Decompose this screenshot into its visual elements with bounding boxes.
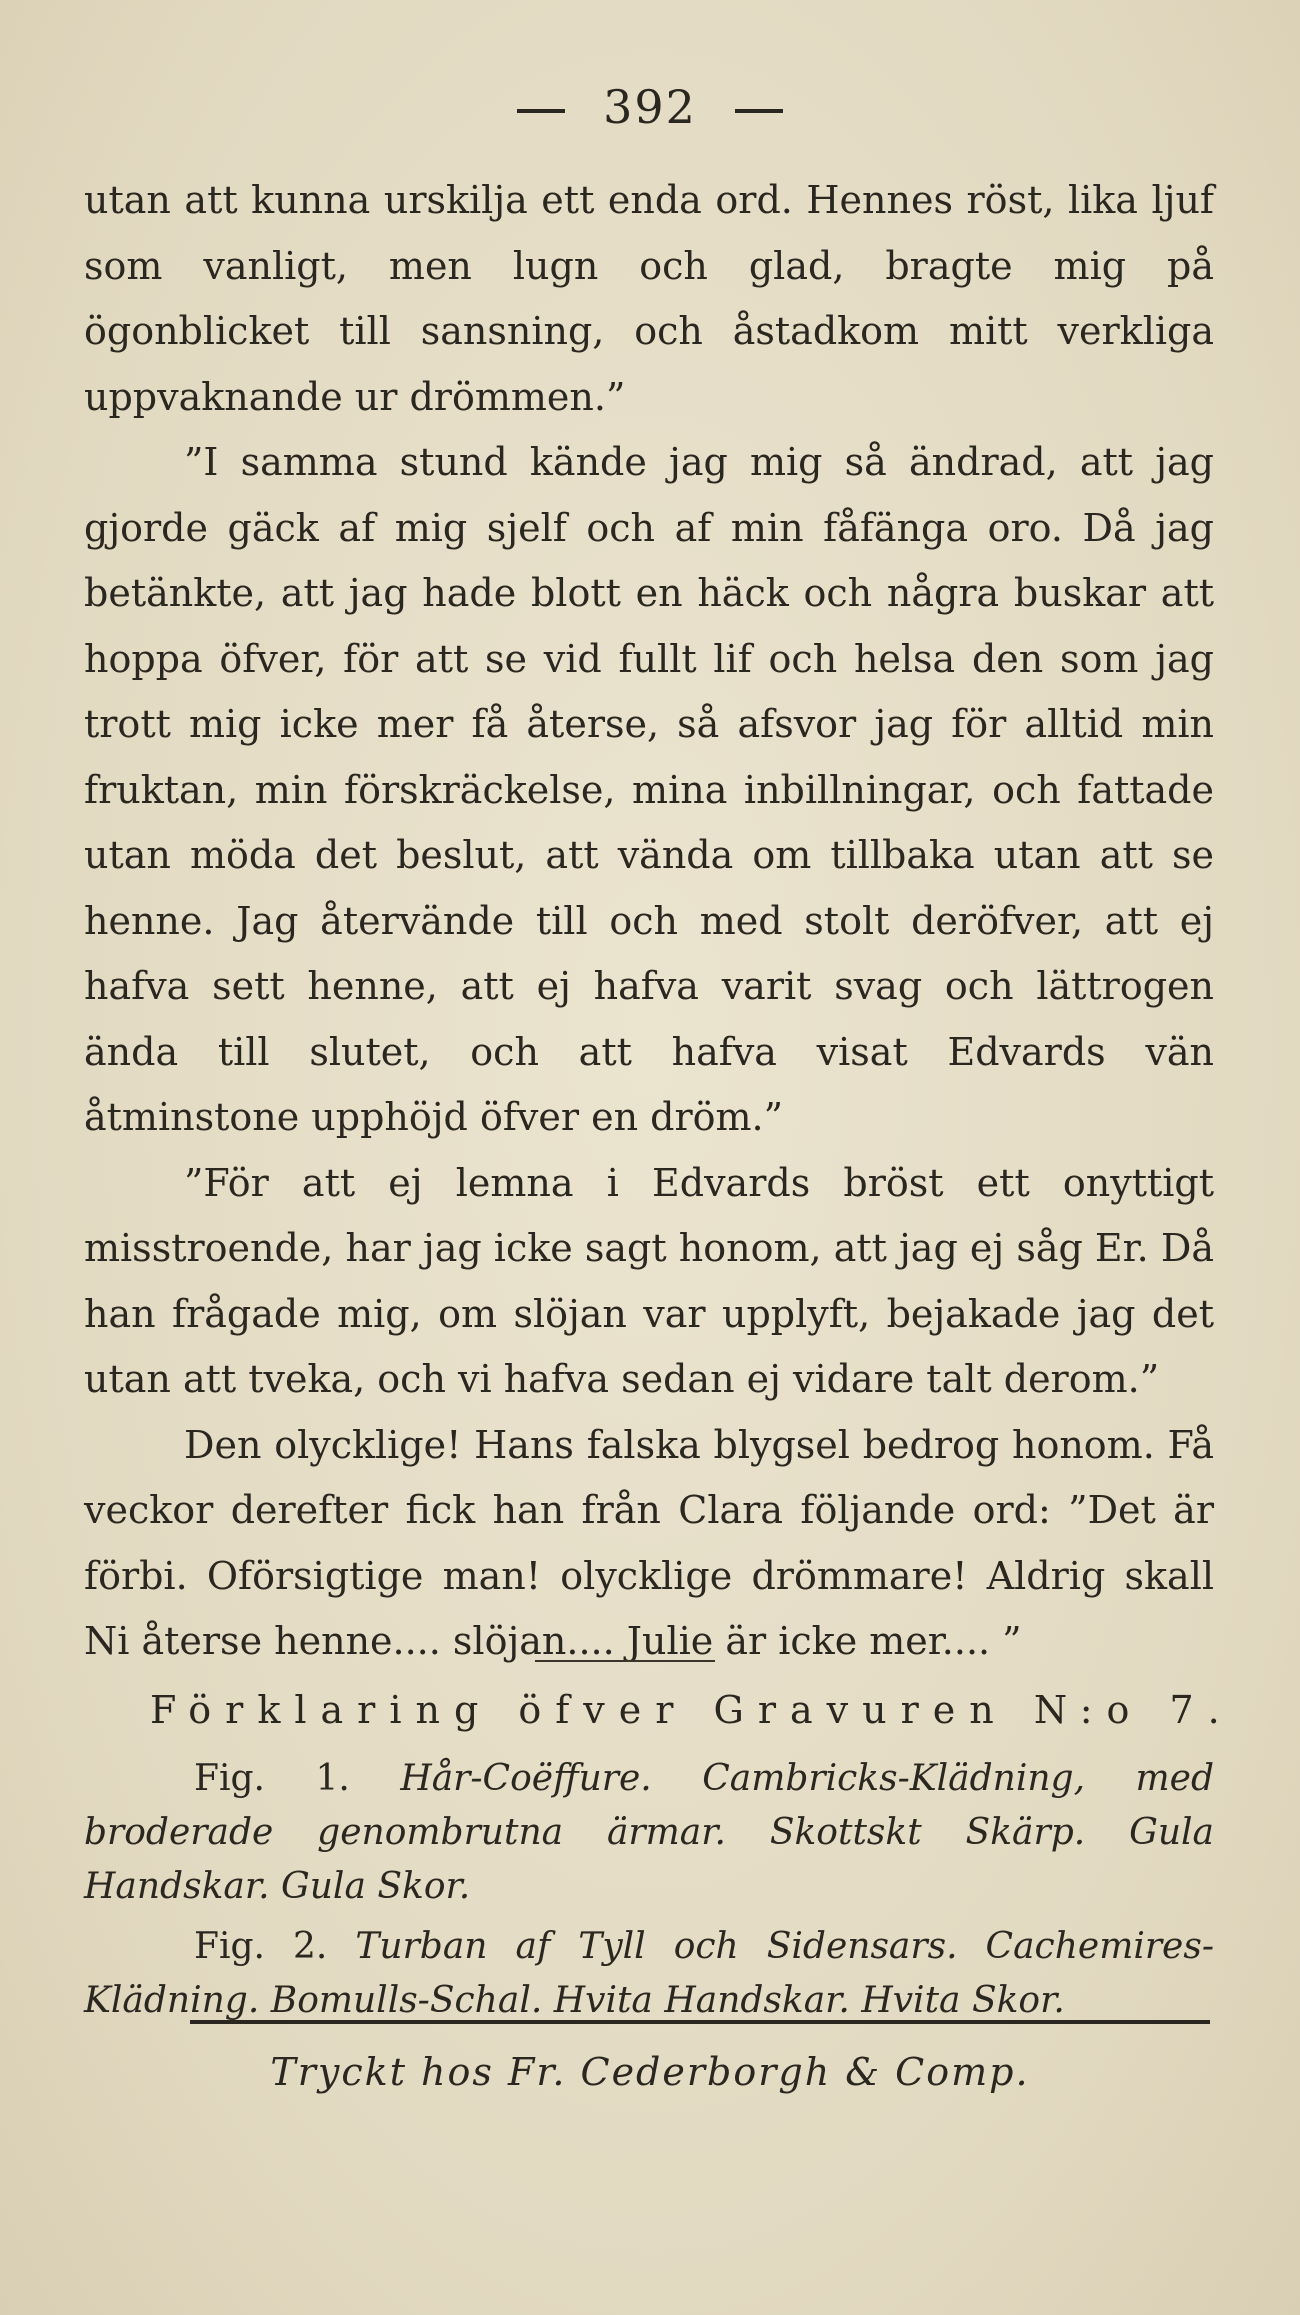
figure-2-label: Fig. 2.	[194, 1926, 328, 1967]
paragraph-2: ”I samma stund kände jag mig så ändrad, att jag gjorde gäck af mig sjelf och af min fåfänga oro. Då jag betänkte, att jag hade blott en häck och några buskar att hoppa öfver, för att se vid fullt lif och helsa den som jag trott mig icke mer få återse, så afsvor jag för alltid min fruktan, min förskräckelse, mina inbillningar, och fattade utan möda det beslut, att vända om tillbaka utan att se henne. Jag återvände till och med stolt deröfver, att ej hafva sett henne, att ej hafva varit svag och lättrogen ända till slutet, och att hafva visat Edvards vän åtminstone upphöjd öfver en dröm.”	[84, 440, 1214, 1139]
page-header	[0, 80, 1300, 134]
paragraph-1: utan att kunna urskilja ett enda ord. Hennes röst, lika ljuf som vanligt, men lugn och glad, bragte mig på ögonblicket till sansning, och åstadkom mitt verkliga uppvaknande ur drömmen.”	[84, 178, 1214, 419]
figure-1	[84, 1752, 1214, 1914]
figure-1-text: Hår-Coëffure. Cambricks-Klädning, med broderade genombrutna ärmar. Skottskt Skärp. Gula Handskar. Gula Skor.	[84, 1758, 1215, 1907]
main-text	[84, 168, 1214, 1675]
imprint-rule	[190, 2020, 1210, 2024]
printer-imprint: Tryckt hos Fr. Cederborgh & Comp.	[270, 2050, 1030, 2094]
paragraph-3: ”För att ej lemna i Edvards bröst ett onyttigt misstroende, har jag icke sagt honom, att jag ej såg Er. Då han frågade mig, om slöjan var upplyft, bejakade jag det utan att tveka, och vi hafva sedan ej vidare talt derom.”	[84, 1160, 1214, 1401]
paragraph-4: Den olycklige! Hans falska blygsel bedrog honom. Få veckor derefter fick han från Clara följande ord: ”Det är förbi. Oförsigtige man! olycklige drömmare! Aldrig skall Ni återse henne.... slöjan.... Julie är icke mer.... ”	[84, 1422, 1214, 1663]
figure-descriptions	[84, 1752, 1214, 2034]
figure-2	[84, 1920, 1214, 2028]
header-dash-right	[735, 109, 783, 113]
header-dash-left	[517, 109, 565, 113]
figure-2-text: Turban af Tyll och Sidensars. Cachemires-Klädning. Bomulls-Schal. Hvita Handskar. Hvita Skor.	[84, 1926, 1214, 2021]
figure-1-label: Fig. 1.	[194, 1758, 350, 1799]
page-number: 392	[603, 80, 697, 134]
caption-title: Förklaring öfver Gravuren N:o 7.	[150, 1688, 1234, 1732]
caption-separator	[535, 1660, 715, 1662]
